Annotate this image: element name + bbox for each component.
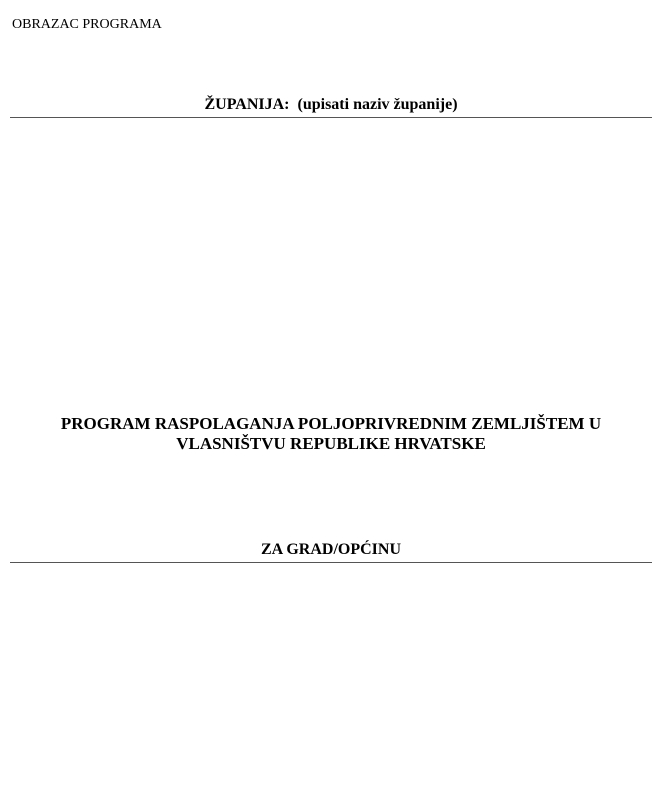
county-placeholder: (upisati naziv županije) — [297, 96, 458, 113]
county-field — [10, 95, 652, 118]
program-title-line-1: PROGRAM RASPOLAGANJA POLJOPRIVREDNIM ZEMLJIŠTEM U — [60, 414, 602, 433]
program-title — [10, 414, 652, 454]
program-title-line-2: VLASNIŠTVU REPUBLIKE HRVATSKE — [176, 434, 486, 453]
form-label: OBRAZAC PROGRAMA — [12, 17, 162, 32]
county-label: ŽUPANIJA: — [204, 96, 290, 113]
city-field — [10, 540, 652, 563]
city-label: ZA GRAD/OPĆINU — [260, 541, 401, 558]
